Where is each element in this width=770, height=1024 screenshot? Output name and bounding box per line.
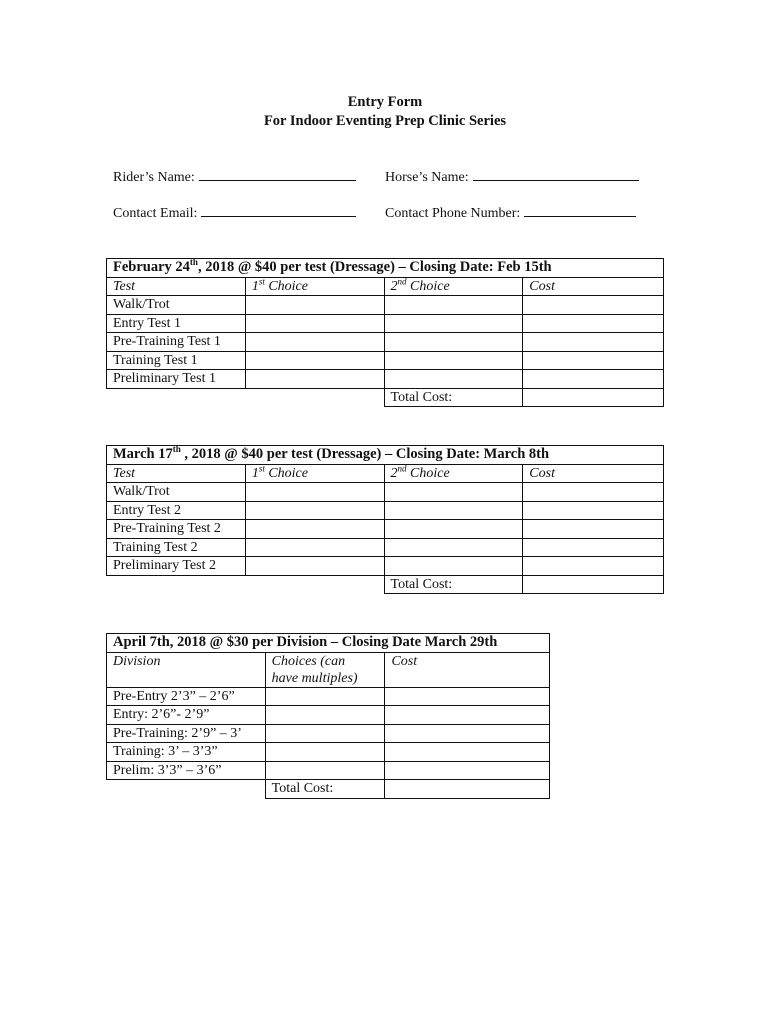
total-cost-label: Total Cost:	[384, 575, 523, 594]
first-choice-cell[interactable]	[245, 483, 384, 502]
second-choice-cell[interactable]	[384, 483, 523, 502]
cost-cell[interactable]	[385, 706, 550, 725]
total-cost-cell[interactable]	[385, 780, 550, 799]
col-division: Division	[107, 652, 266, 687]
col-cost: Cost	[523, 277, 664, 296]
rider-name-label: Rider’s Name:	[113, 170, 195, 185]
col-cost: Cost	[523, 464, 664, 483]
table-row	[107, 706, 550, 725]
form-subtitle: For Indoor Eventing Prep Clinic Series	[263, 113, 507, 129]
total-cost-label: Total Cost:	[384, 388, 523, 407]
test-name: Entry Test 1	[107, 314, 246, 333]
cost-cell[interactable]	[385, 724, 550, 743]
second-choice-cell[interactable]	[384, 314, 523, 333]
choices-cell[interactable]	[265, 687, 385, 706]
table-row	[107, 520, 664, 539]
february-table-caption: February 24th, 2018 @ $40 per test (Dressage) – Closing Date: Feb 15th	[107, 259, 664, 278]
cost-cell[interactable]	[523, 557, 664, 576]
second-choice-cell[interactable]	[384, 538, 523, 557]
first-choice-cell[interactable]	[245, 351, 384, 370]
first-choice-cell[interactable]	[245, 501, 384, 520]
test-name: Training Test 2	[107, 538, 246, 557]
horse-name-field[interactable]	[385, 168, 639, 186]
contact-email-line[interactable]	[201, 204, 356, 217]
division-name: Entry: 2’6”- 2’9”	[107, 706, 266, 725]
test-name: Training Test 1	[107, 351, 246, 370]
col-choices: Choices (can have multiples)	[265, 652, 385, 687]
table-row	[107, 687, 550, 706]
contact-phone-line[interactable]	[524, 204, 636, 217]
form-title: Entry Form	[347, 94, 423, 110]
test-name: Pre-Training Test 2	[107, 520, 246, 539]
test-name: Preliminary Test 2	[107, 557, 246, 576]
total-cost-label: Total Cost:	[265, 780, 385, 799]
march-entry-table	[106, 445, 664, 594]
table-row	[107, 761, 550, 780]
second-choice-cell[interactable]	[384, 351, 523, 370]
cost-cell[interactable]	[523, 501, 664, 520]
second-choice-cell[interactable]	[384, 557, 523, 576]
test-name: Walk/Trot	[107, 483, 246, 502]
first-choice-cell[interactable]	[245, 557, 384, 576]
division-name: Training: 3’ – 3’3”	[107, 743, 266, 762]
horse-name-line[interactable]	[473, 168, 639, 181]
table-row	[107, 483, 664, 502]
first-choice-cell[interactable]	[245, 296, 384, 315]
cost-cell[interactable]	[523, 520, 664, 539]
first-choice-cell[interactable]	[245, 314, 384, 333]
rider-name-field[interactable]	[113, 168, 356, 186]
cost-cell[interactable]	[523, 538, 664, 557]
second-choice-cell[interactable]	[384, 296, 523, 315]
first-choice-cell[interactable]	[245, 538, 384, 557]
table-row	[107, 370, 664, 389]
contact-email-field[interactable]	[113, 204, 356, 222]
april-table-caption: April 7th, 2018 @ $30 per Division – Closing Date March 29th	[107, 634, 550, 653]
second-choice-cell[interactable]	[384, 333, 523, 352]
cost-cell[interactable]	[523, 351, 664, 370]
col-test: Test	[107, 464, 246, 483]
total-row	[107, 575, 664, 594]
test-name: Pre-Training Test 1	[107, 333, 246, 352]
first-choice-cell[interactable]	[245, 520, 384, 539]
col-first-choice: 1st Choice	[245, 277, 384, 296]
total-cost-cell[interactable]	[523, 388, 664, 407]
table-header-row	[107, 652, 550, 687]
col-second-choice: 2nd Choice	[384, 277, 523, 296]
first-choice-cell[interactable]	[245, 370, 384, 389]
table-row	[107, 333, 664, 352]
test-name: Walk/Trot	[107, 296, 246, 315]
cost-cell[interactable]	[523, 314, 664, 333]
choices-cell[interactable]	[265, 706, 385, 725]
second-choice-cell[interactable]	[384, 370, 523, 389]
cost-cell[interactable]	[523, 296, 664, 315]
table-row	[107, 538, 664, 557]
cost-cell[interactable]	[385, 761, 550, 780]
february-entry-table	[106, 258, 664, 407]
total-row	[107, 780, 550, 799]
contact-phone-field[interactable]	[385, 204, 636, 222]
choices-cell[interactable]	[265, 724, 385, 743]
division-name: Pre-Training: 2’9” – 3’	[107, 724, 266, 743]
col-cost: Cost	[385, 652, 550, 687]
division-name: Prelim: 3’3” – 3’6”	[107, 761, 266, 780]
table-row	[107, 314, 664, 333]
test-name: Preliminary Test 1	[107, 370, 246, 389]
cost-cell[interactable]	[385, 687, 550, 706]
table-row	[107, 501, 664, 520]
total-row	[107, 388, 664, 407]
col-second-choice: 2nd Choice	[384, 464, 523, 483]
table-row	[107, 557, 664, 576]
table-row	[107, 351, 664, 370]
table-row	[107, 296, 664, 315]
table-row	[107, 743, 550, 762]
second-choice-cell[interactable]	[384, 501, 523, 520]
march-table-caption: March 17th , 2018 @ $40 per test (Dressage) – Closing Date: March 8th	[107, 446, 664, 465]
first-choice-cell[interactable]	[245, 333, 384, 352]
contact-phone-label: Contact Phone Number:	[385, 206, 521, 221]
table-header-row	[107, 464, 664, 483]
table-row	[107, 724, 550, 743]
cost-cell[interactable]	[523, 483, 664, 502]
choices-cell[interactable]	[265, 761, 385, 780]
april-entry-table	[106, 633, 550, 799]
col-first-choice: 1st Choice	[245, 464, 384, 483]
horse-name-label: Horse’s Name:	[385, 170, 469, 185]
contact-email-label: Contact Email:	[113, 206, 198, 221]
total-cost-cell[interactable]	[523, 575, 664, 594]
division-name: Pre-Entry 2’3” – 2’6”	[107, 687, 266, 706]
choices-cell[interactable]	[265, 743, 385, 762]
test-name: Entry Test 2	[107, 501, 246, 520]
second-choice-cell[interactable]	[384, 520, 523, 539]
rider-name-line[interactable]	[199, 168, 356, 181]
col-test: Test	[107, 277, 246, 296]
cost-cell[interactable]	[385, 743, 550, 762]
cost-cell[interactable]	[523, 370, 664, 389]
cost-cell[interactable]	[523, 333, 664, 352]
table-header-row	[107, 277, 664, 296]
